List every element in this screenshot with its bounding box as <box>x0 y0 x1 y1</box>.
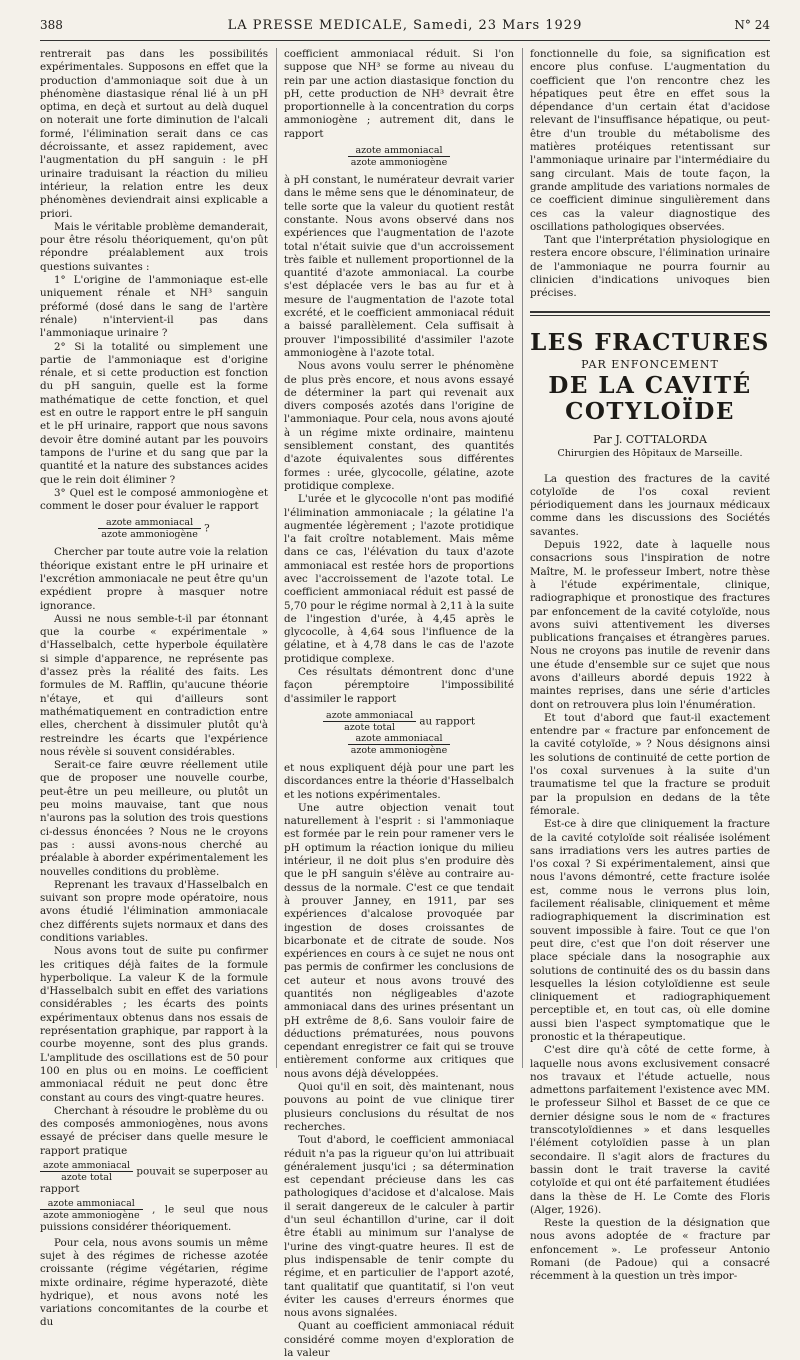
fraction-denominator: azote ammoniogène <box>43 1210 140 1222</box>
fraction-numerator: azote ammoniacal <box>323 710 416 722</box>
fraction-tail: ? <box>204 522 210 535</box>
fraction-numerator: azote ammoniacal <box>40 1160 133 1172</box>
author-affiliation: Chirurgien des Hôpitaux de Marseille. <box>557 448 743 460</box>
paragraph: 1° L'origine de l'ammoniaque est-elle uniquement rénale et NH³ sanguin préformé (dosé dans le sang de l'artère rénale) n'intervient-il pas dans l'ammoniaque urinaire ? <box>40 274 268 340</box>
section-rule <box>530 311 770 313</box>
fraction-tail: pouvait se superposer au rapport <box>40 1165 268 1196</box>
page-number: 388 <box>40 18 63 32</box>
fraction-denominator: azote ammoniogène <box>350 157 448 169</box>
paragraph: Est-ce à dire que cliniquement la fracture de la cavité cotyloïde soit réalisée isolément sans irradiations vers les autres parties de l'os coxal ? Si expérimentalement, ainsi que nous l'avons démontré, cette fracture isolée est, comme nous le verrons plus loin, facilement réalisable, cliniquement et même radiographiquement la discrimination est souvent impossible à faire. Tout ce que l'on peut dire, c'est que l'on doit réserver une place spéciale dans la nosographie aux solutions de continuité des os du bassin dans lesquelles la lésion cotyloïdienne est seule cliniquement et radiographiquement perceptible et, en tout cas, où elle domine aussi bien l'aspect symptomatique que le pronostic et la thérapeutique. <box>530 818 770 1043</box>
fraction-formula <box>284 145 514 168</box>
paragraph: Reste la question de la désignation que nous avons adoptée de « fracture par enfoncement ». Le professeur Antonio Romani (de Padoue) qui a consacré récemment à la question un très impor- <box>530 1217 770 1283</box>
paragraph: Une autre objection venait tout naturellement à l'esprit : si l'ammoniaque est formée par le rein pour ramener vers le pH optimum la réaction ionique du milieu intérieur, il ne doit plus s'en produire dès que le pH sanguin s'élève au contraire au-dessus de la normale. C'est ce que tendait à prouver Janney, en 1911, par ses expériences d'alcalose provoquée par ingestion de doses croissantes de bicarbonate et de citrate de soude. Nos expériences en cours à ce sujet ne nous ont pas permis de confirmer les conclusions de cet auteur et nous avons trouvé des quantités non négligeables d'azote ammoniacal dans des urines présentant un pH extrême de 8,6. Sans vouloir faire de déductions prématurées, nous pouvons cependant enregistrer ce fait qui se trouve entièrement conforme aux critiques que nous avons déjà développées. <box>284 801 514 1080</box>
paragraph: 2° Si la totalité ou simplement une partie de l'ammoniaque est d'origine rénale, et si cette production est fonction du pH sanguin, quelle est la forme mathématique de cette fonction, et quel est en outre le rapport entre le pH sanguin et le pH urinaire, rapport que nous savons devoir être dominé autant par les pouvoirs tampons de l'urine et du sang que par la quantité et la nature des substances acides que le rein doit éliminer ? <box>40 340 268 486</box>
fraction-tail: , le seul que nous puissions considérer théoriquement. <box>40 1203 268 1234</box>
fraction-denominator: azote total <box>61 1172 112 1184</box>
paragraph: Mais le véritable problème demanderait, pour être résolu théoriquement, qu'on pût répondre préalablement aux trois questions suivantes : <box>40 220 268 273</box>
fraction-numerator: azote ammoniacal <box>40 1198 143 1210</box>
paragraph: Et tout d'abord que faut-il exactement entendre par « fracture par enfoncement de la cavité cotyloïde, » ? Nous désignons ainsi les solutions de continuité de cette portion de l'os coxal survenues à la suite d'un traumatisme tel que la fracture se produit par la propulsion en dedans de la tête fémorale. <box>530 711 770 817</box>
paragraph: L'urée et le glycocolle n'ont pas modifié l'élimination ammoniacale ; la gélatine l'a augmentée légèrement ; l'azote protidique l'a fait croître notablement. Mais même dans ce cas, l'élévation du taux d'azote ammoniacal est restée hors de proportions avec l'accroissement de l'azote total. Le coefficient ammoniacal réduit est passé de 5,70 pour le régime normal à 2,11 à la suite de l'ingestion d'urée, à 4,45 après le glycocolle, à 4,64 sous l'influence de la gélatine, et à 4,78 dans le cas de l'azote protidique complexe. <box>284 493 514 665</box>
paragraph: Nous avons tout de suite pu confirmer les critiques déjà faites de la formule hyperbolique. La valeur K de la formule d'Hasselbalch subit en effet des variations considérables ; les écarts des points expérimentaux obtenus dans nos essais de représentation graphique, par rapport à la courbe moyenne, sont des plus grands. L'amplitude des oscillations est de 50 pour 100 en plus ou en moins. Le coefficient ammoniacal réduit ne peut donc être constant au cours des vingt-quatre heures. <box>40 945 268 1104</box>
paragraph: Pour cela, nous avons soumis un même sujet à des régimes de richesse azotée croissante (régime végétarien, régime mixte ordinaire, régime hyperazoté, diète hydrique), et nous avons noté les variations concomitantes de la courbe et du <box>40 1236 268 1329</box>
article-title-line-2: DE LA CAVITÉ COTYLOÏDE <box>548 371 752 425</box>
paragraph: à pH constant, le numérateur devrait varier dans le même sens que le dénominateur, de telle sorte que la valeur du quotient restât constante. Nous avons observé dans nos expériences que l'augmentation de l'azote total n'était suivie que d'un accroissement très faible et nullement proportionnel de la quantité d'azote ammoniacal. La courbe s'est déplacée vers le bas au fur et à mesure de l'augmentation de l'azote total excrété, et le coefficient ammoniacal réduit a baissé parallèlement. Cela suffisait à prouver l'impossibilité d'assimiler l'azote ammoniogène à l'azote total. <box>284 174 514 359</box>
fraction-formula <box>40 1160 268 1196</box>
column-1 <box>40 48 268 1329</box>
column-divider <box>276 48 277 1068</box>
article-title: LES FRACTURES <box>530 328 770 356</box>
column-2 <box>284 48 514 1360</box>
page-header <box>40 18 770 38</box>
column-3 <box>530 48 770 1283</box>
paragraph: fonctionnelle du foie, sa signification est encore plus confuse. L'augmentation du coefficient que l'on rencontre chez les hépatiques peut être en effet sous la dépendance d'un certain état d'acidose relevant de l'insuffisance hépatique, ou peut-être d'un trouble du métabolisme des matières protéiques retentissant sur l'ammoniaque urinaire par l'intermédiaire du sang circulant. Mais de toute façon, la grande amplitude des variations normales de ce coefficient diminue singulièrement dans ces cas la valeur diagnostique des oscillations pathologiques observées. <box>530 48 770 233</box>
fraction-formula <box>284 710 514 756</box>
paragraph: La question des fractures de la cavité cotyloïde de l'os coxal revient périodiquement dans les journaux médicaux comme dans les discussions des Sociétés savantes. <box>530 472 770 538</box>
paragraph: 3° Quel est le composé ammoniogène et comment le doser pour évaluer le rapport <box>40 486 268 513</box>
paragraph: Tout d'abord, le coefficient ammoniacal réduit n'a pas la rigueur qu'on lui attribuait généralement jusqu'ici ; sa détermination est cependant précieuse dans les cas pathologiques d'acidose et d'alcalose. Mais il serait dangereux de le calculer à partir d'un seul échantillon d'urine, car il doit être établi au minimum sur l'analyse de l'urine des vingt-quatre heures. Il est de plus indispensable de tenir compte du régime, et en particulier de l'apport azoté, tant qualitatif que quantitatif, si l'on veut éviter les causes d'erreurs énormes que nous avons signalées. <box>284 1134 514 1320</box>
header-rule <box>40 40 770 41</box>
paragraph: Depuis 1922, date à laquelle nous consacrions sous l'inspiration de notre Maître, M. le professeur Imbert, notre thèse à l'étude expérimentale, clinique, radiographique et pronostique des fractures par enfoncement de la cavité cotyloïde, nous avons suivi attentivement les diverses publications françaises et étrangères parues. Nous ne croyons pas inutile de revenir dans une étude d'ensemble sur ce sujet que nous avons d'ailleurs abordé depuis 1922 à maintes reprises, dans une série d'articles dont on retrouvera plus loin l'énumération. <box>530 539 770 711</box>
paragraph: C'est dire qu'à côté de cette forme, à laquelle nous avons exclusivement consacré nos travaux et l'étude actuelle, nous admettons parfaitement l'existence avec MM. le professeur Silhol et Basset de ce que ce dernier désigne sous le nom de « fractures transcotyloïdiennes » et dans lesquelles l'élément cotyloïdien passe à un plan secondaire. Il s'agit alors de fractures du bassin dont le trait traverse la cavité cotyloïde et qui ont été parfaitement étudiées dans la thèse de H. Le Comte des Floris (Alger, 1926). <box>530 1044 770 1216</box>
fraction-mid: au rapport <box>419 715 475 728</box>
fraction-numerator: azote ammoniacal <box>98 517 201 529</box>
paragraph: Chercher par toute autre voie la relation théorique existant entre le pH urinaire et l'excrétion ammoniacale ne peut être qu'un expédient propre à masquer notre ignorance. <box>40 546 268 612</box>
paragraph: Tant que l'interprétation physiologique en restera encore obscure, l'élimination urinaire de l'ammoniaque ne pourra fournir au clinicien d'indications univoques bien précises. <box>530 234 770 300</box>
fraction-denominator: azote ammoniogène <box>350 744 448 756</box>
fraction-numerator: azote ammoniacal <box>348 733 451 745</box>
column-divider <box>522 48 523 1068</box>
fraction-numerator: azote ammoniacal <box>348 145 451 157</box>
paragraph: Reprenant les travaux d'Hasselbalch en suivant son propre mode opératoire, nous avons étudié l'élimination ammoniacale chez différents sujets normaux et dans des conditions variables. <box>40 878 268 944</box>
paragraph: rentrerait pas dans les possibilités expérimentales. Supposons en effet que la production d'ammoniaque soit due à un phénomène diastasique rénal lié à un pH optima, en deçà et surtout au delà duquel on noterait une forte diminution de l'alcali formé, l'élimination serait dans ce cas décroissante, et assez rapidement, avec l'augmentation du pH sanguin : le pH urinaire traduisant la réaction du milieu intérieur, la relation entre les deux phénomènes deviendrait ainsi explicable a priori. <box>40 48 268 220</box>
paragraph: Aussi ne nous semble-t-il par étonnant que la courbe « expérimentale » d'Hasselbalch, cette hyperbole équilatère si simple d'apparence, ne représente pas d'assez près la réalité des faits. Les formules de M. Rafflin, qu'aucune théorie n'étaye, et qui d'ailleurs sont mathématiquement en contradiction entre elles, cherchent à dissimuler plutôt qu'à restreindre les écarts que l'expérience nous révèle si souvent considérables. <box>40 612 268 758</box>
paragraph: Cherchant à résoudre le problème du ou des composés ammoniogènes, nous avons essayé de préciser dans quelle mesure le rapport pratique <box>40 1104 268 1157</box>
fraction-denominator: azote total <box>344 721 396 733</box>
running-title: LA PRESSE MEDICALE, Samedi, 23 Mars 1929 <box>227 18 583 33</box>
paragraph: et nous expliquent déjà pour une part les discordances entre la théorie d'Hasselbalch et les notions expérimentales. <box>284 761 514 801</box>
paragraph: coefficient ammoniacal réduit. Si l'on suppose que NH³ se forme au niveau du rein par une action diastasique fonction du pH, cette production de NH³ devrait être proportionnelle à la concentration du corps ammoniogène ; autrement dit, dans le rapport <box>284 48 514 140</box>
author-byline: Par J. COTTALORDA <box>593 432 707 446</box>
paragraph: Ces résultats démontrent donc d'une façon péremptoire l'impossibilité d'assimiler le rapport <box>284 666 514 705</box>
article-subtitle: PAR ENFONCEMENT <box>581 357 719 371</box>
issue-number: N° 24 <box>734 18 770 32</box>
fraction-denominator: azote ammoniogène <box>101 529 198 541</box>
fraction-formula <box>40 1198 268 1234</box>
paragraph: Quant au coefficient ammoniacal réduit considéré comme moyen d'exploration de la valeur <box>284 1320 514 1360</box>
paragraph: Nous avons voulu serrer le phénomène de plus près encore, et nous avons essayé de déterminer la part qui revenait aux divers composés azotés dans l'origine de l'ammoniaque. Pour cela, nous avons ajouté à un régime mixte ordinaire, maintenu sensiblement constant, des quantités d'azote équivalentes sous différentes formes : urée, glycocolle, gélatine, azote protidique complexe. <box>284 360 514 492</box>
paragraph: Serait-ce faire œuvre réellement utile que de proposer une nouvelle courbe, peut-être un peu meilleure, ou plutôt un peu moins mauvaise, tant que nous n'aurons pas la solution des trois questions ci-dessus énoncées ? Nous ne le croyons pas : aussi avons-nous cherché au préalable à aborder expérimentalement les nouvelles conditions du problème. <box>40 759 268 878</box>
section-rule <box>530 315 770 316</box>
paragraph: Quoi qu'il en soit, dès maintenant, nous pouvons au point de vue clinique tirer plusieurs conclusions du résultat de nos recherches. <box>284 1081 514 1133</box>
fraction-formula <box>40 517 268 540</box>
